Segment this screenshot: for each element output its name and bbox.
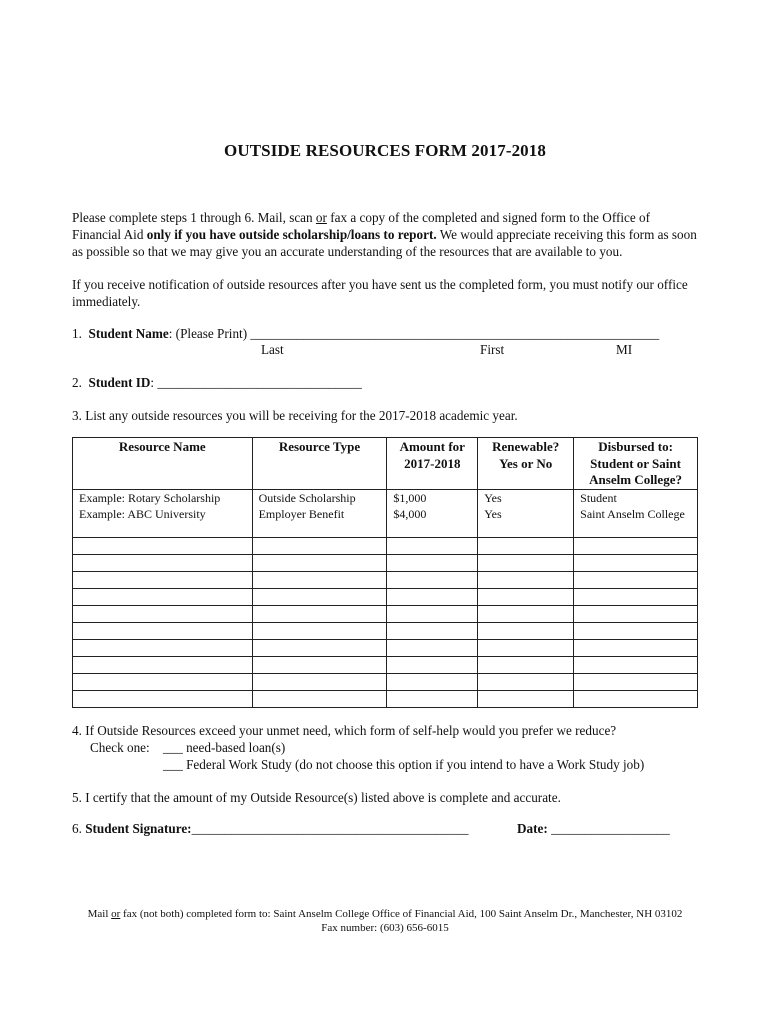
table-cell-blank[interactable] [478,691,574,708]
table-row-blank[interactable] [73,691,698,708]
table-row-blank[interactable] [73,538,698,555]
table-cell-blank[interactable] [478,674,574,691]
table-cell-blank[interactable] [478,640,574,657]
table-cell-blank[interactable] [574,691,698,708]
col-header-resource-type: Resource Type [252,438,387,490]
sub-label-first: First [480,342,505,357]
table-cell-blank[interactable] [73,572,253,589]
student-name-field[interactable]: : (Please Print) ______________________________________________________________ [168,326,660,341]
instructions-bold: only if you have outside scholarship/loans to report. [146,227,437,242]
table-cell-blank[interactable] [478,657,574,674]
table-cell: Student [574,490,698,508]
table-cell: Example: ABC University [73,507,253,538]
table-cell-blank[interactable] [574,640,698,657]
table-cell-blank[interactable] [73,640,253,657]
table-cell-blank[interactable] [252,589,387,606]
table-cell-blank[interactable] [387,555,478,572]
option-need-based-loan[interactable]: ___ need-based loan(s) [163,740,286,755]
table-row-blank[interactable] [73,657,698,674]
table-cell-blank[interactable] [73,657,253,674]
student-id-field[interactable]: : _______________________________ [150,375,362,390]
table-row-blank[interactable] [73,572,698,589]
table-cell-blank[interactable] [387,674,478,691]
table-cell-blank[interactable] [252,640,387,657]
table-cell-blank[interactable] [252,657,387,674]
table-cell: Example: Rotary Scholarship [73,490,253,508]
option-federal-work-study[interactable]: ___ Federal Work Study (do not choose this option if you intend to have a Work Study job) [163,757,645,772]
table-cell-blank[interactable] [387,538,478,555]
table-cell-blank[interactable] [387,623,478,640]
table-row-blank[interactable] [73,555,698,572]
table-cell-blank[interactable] [387,572,478,589]
check-one-label: Check one: [90,740,150,755]
table-cell-blank[interactable] [73,606,253,623]
table-cell-blank[interactable] [574,572,698,589]
table-cell-blank[interactable] [252,606,387,623]
date-line [517,820,670,837]
table-cell-blank[interactable] [574,538,698,555]
table-cell-blank[interactable] [574,623,698,640]
sub-label-mi: MI [616,342,633,357]
col-header-amount: Amount for 2017-2018 [387,438,478,490]
form-title: OUTSIDE RESOURCES FORM 2017-2018 [224,141,546,160]
table-cell-blank[interactable] [73,589,253,606]
self-help-question: 4. If Outside Resources exceed your unmet need, which form of self-help would you prefer we reduce? [72,723,617,738]
table-cell: Saint Anselm College [574,507,698,538]
student-name-label: Student Name [88,326,169,341]
table-cell: Yes [478,507,574,538]
table-cell-blank[interactable] [73,623,253,640]
footer-fax-number: Fax number: (603) 656-6015 [321,922,449,934]
table-cell-blank[interactable] [252,572,387,589]
student-id-line [72,374,362,391]
student-id-label: Student ID [88,375,151,390]
table-cell: $4,000 [387,507,478,538]
footer-address: fax (not both) completed form to: Saint Anselm College Office of Financial Aid, 100 Saint Anselm Dr., Manchester, NH 03102 [120,908,683,920]
table-header-row [73,438,698,490]
signature-label: Student Signature: [85,821,192,836]
table-cell: $1,000 [387,490,478,508]
table-cell-blank[interactable] [252,674,387,691]
table-cell-blank[interactable] [478,606,574,623]
instructions-text: Please complete steps 1 through 6. Mail, scan [72,210,316,225]
col-header-renewable: Renewable? Yes or No [478,438,574,490]
instructions-or: or [315,210,327,225]
signature-field[interactable]: __________________________________________ [191,821,469,836]
notification-paragraph: If you receive notification of outside resources after you have sent us the completed form, you must notify our office immediately. [72,277,688,309]
table-row-blank[interactable] [73,640,698,657]
table-cell-blank[interactable] [387,657,478,674]
resources-table [72,437,698,708]
table-cell-blank[interactable] [574,657,698,674]
signature-line [72,820,469,837]
table-cell-blank[interactable] [387,606,478,623]
step-number: 2. [72,375,82,390]
table-cell-blank[interactable] [73,538,253,555]
table-cell-blank[interactable] [478,555,574,572]
certification-statement: 5. I certify that the amount of my Outside Resource(s) listed above is complete and accurate. [72,790,561,805]
footer-or: or [111,908,121,920]
date-label: Date: [517,821,548,836]
step-number: 6. [72,821,82,836]
step-number: 1. [72,326,82,341]
table-row-blank[interactable] [73,674,698,691]
table-cell-blank[interactable] [574,589,698,606]
table-row [73,507,698,538]
table-cell-blank[interactable] [387,640,478,657]
table-cell-blank[interactable] [478,572,574,589]
instructions-text-3: We would appreciate receiving this form as soon as possible so that we may give you an accurate understanding of the resources that are available to you. [72,227,697,259]
table-cell-blank[interactable] [478,589,574,606]
table-row-blank[interactable] [73,623,698,640]
table-cell-blank[interactable] [73,691,253,708]
table-cell-blank[interactable] [73,555,253,572]
resources-instruction: 3. List any outside resources you will be receiving for the 2017-2018 academic year. [72,408,518,423]
table-cell-blank[interactable] [478,538,574,555]
table-cell-blank[interactable] [574,674,698,691]
table-row [73,490,698,508]
table-cell-blank[interactable] [252,623,387,640]
table-cell: Outside Scholarship [252,490,387,508]
table-row-blank[interactable] [73,606,698,623]
table-cell: Yes [478,490,574,508]
col-header-resource-name: Resource Name [73,438,253,490]
table-cell-blank[interactable] [252,538,387,555]
date-field[interactable]: __________________ [551,821,670,836]
col-header-disbursed: Disbursed to: Student or Saint Anselm College? [574,438,698,490]
table-cell: Employer Benefit [252,507,387,538]
table-cell-blank[interactable] [252,691,387,708]
table-row-blank[interactable] [73,589,698,606]
sub-label-last: Last [261,342,284,357]
instructions-paragraph [72,209,700,260]
student-name-line [72,325,659,342]
table-cell-blank[interactable] [574,606,698,623]
table-cell-blank[interactable] [387,691,478,708]
table-cell-blank[interactable] [387,589,478,606]
instructions-text-2: fax a copy of the completed and signed form to the Office of Financial Aid [72,210,651,242]
footer-mail: Mail [87,908,109,920]
footer-mail-instructions [0,907,770,921]
table-cell-blank[interactable] [73,674,253,691]
table-cell-blank[interactable] [478,623,574,640]
table-cell-blank[interactable] [252,555,387,572]
table-cell-blank[interactable] [574,555,698,572]
